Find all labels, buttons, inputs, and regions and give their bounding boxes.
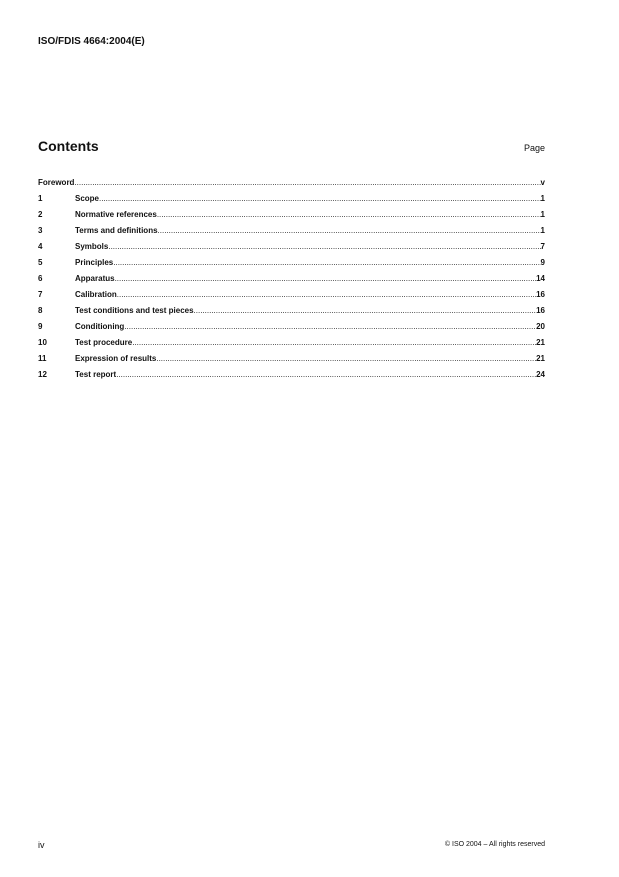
toc-entry-page: 7 [540, 242, 545, 251]
toc-entry-page: 24 [536, 370, 545, 379]
table-of-contents [38, 178, 545, 386]
toc-entry-label: Expression of results [75, 354, 157, 363]
toc-entry-number: 6 [38, 274, 43, 283]
toc-entry[interactable] [38, 370, 545, 386]
toc-entry-label: Normative references [75, 210, 157, 219]
toc-entry[interactable] [38, 322, 545, 338]
toc-entry[interactable] [38, 226, 545, 242]
toc-entry[interactable] [38, 210, 545, 226]
toc-entry-page: 16 [536, 306, 545, 315]
toc-leader-dots [194, 306, 537, 315]
toc-entry-page: 16 [536, 290, 545, 299]
toc-entry[interactable] [38, 274, 545, 290]
toc-entry-page: v [540, 178, 545, 187]
toc-entry-label: Test procedure [75, 338, 133, 347]
toc-entry[interactable] [38, 242, 545, 258]
toc-leader-dots [117, 290, 536, 299]
toc-leader-dots [99, 194, 541, 203]
toc-leader-dots [156, 354, 536, 363]
toc-entry-page: 9 [540, 258, 545, 267]
toc-entry-label: Conditioning [75, 322, 125, 331]
toc-entry-label: Terms and definitions [75, 226, 158, 235]
toc-entry[interactable] [38, 258, 545, 274]
toc-leader-dots [116, 370, 536, 379]
toc-entry-number: 5 [38, 258, 43, 267]
toc-entry-number: 11 [38, 354, 47, 363]
toc-entry-label: Scope [75, 194, 100, 203]
toc-entry-page: 20 [536, 322, 545, 331]
toc-leader-dots [157, 210, 541, 219]
toc-leader-dots [158, 226, 541, 235]
toc-leader-dots [74, 178, 540, 187]
toc-entry-label: Test conditions and test pieces [75, 306, 194, 315]
toc-entry-page: 1 [540, 226, 545, 235]
toc-entry-label: Calibration [75, 290, 117, 299]
toc-leader-dots [132, 338, 536, 347]
toc-entry-page: 1 [540, 210, 545, 219]
toc-leader-dots [115, 274, 537, 283]
toc-entry-page: 1 [540, 194, 545, 203]
toc-entry-label: Foreword [38, 178, 75, 187]
toc-entry[interactable] [38, 290, 545, 306]
toc-entry[interactable] [38, 194, 545, 210]
toc-entry-number: 1 [38, 194, 43, 203]
toc-entry[interactable] [38, 306, 545, 322]
toc-entry[interactable] [38, 338, 545, 354]
toc-entry-number: 8 [38, 306, 43, 315]
toc-leader-dots [124, 322, 536, 331]
toc-entry-number: 10 [38, 338, 47, 347]
toc-entry-page: 14 [536, 274, 545, 283]
toc-entry-number: 3 [38, 226, 43, 235]
page-column-label: Page [523, 143, 545, 153]
toc-entry-number: 9 [38, 322, 43, 331]
toc-entry-label: Apparatus [75, 274, 115, 283]
document-header: ISO/FDIS 4664:2004(E) [38, 36, 145, 47]
copyright-notice: © ISO 2004 – All rights reserved [444, 841, 545, 848]
toc-entry-number: 7 [38, 290, 43, 299]
toc-entry-label: Test report [75, 370, 117, 379]
page-title: Contents [38, 138, 99, 154]
toc-entry[interactable] [38, 354, 545, 370]
toc-leader-dots [113, 258, 540, 267]
toc-entry-label: Principles [75, 258, 114, 267]
toc-entry-label: Symbols [75, 242, 109, 251]
toc-leader-dots [108, 242, 540, 251]
toc-entry-page: 21 [536, 354, 545, 363]
toc-entry[interactable] [38, 178, 545, 194]
toc-entry-number: 2 [38, 210, 43, 219]
toc-entry-page: 21 [536, 338, 545, 347]
toc-entry-number: 4 [38, 242, 43, 251]
toc-entry-number: 12 [38, 370, 47, 379]
page-number: iv [38, 840, 45, 850]
